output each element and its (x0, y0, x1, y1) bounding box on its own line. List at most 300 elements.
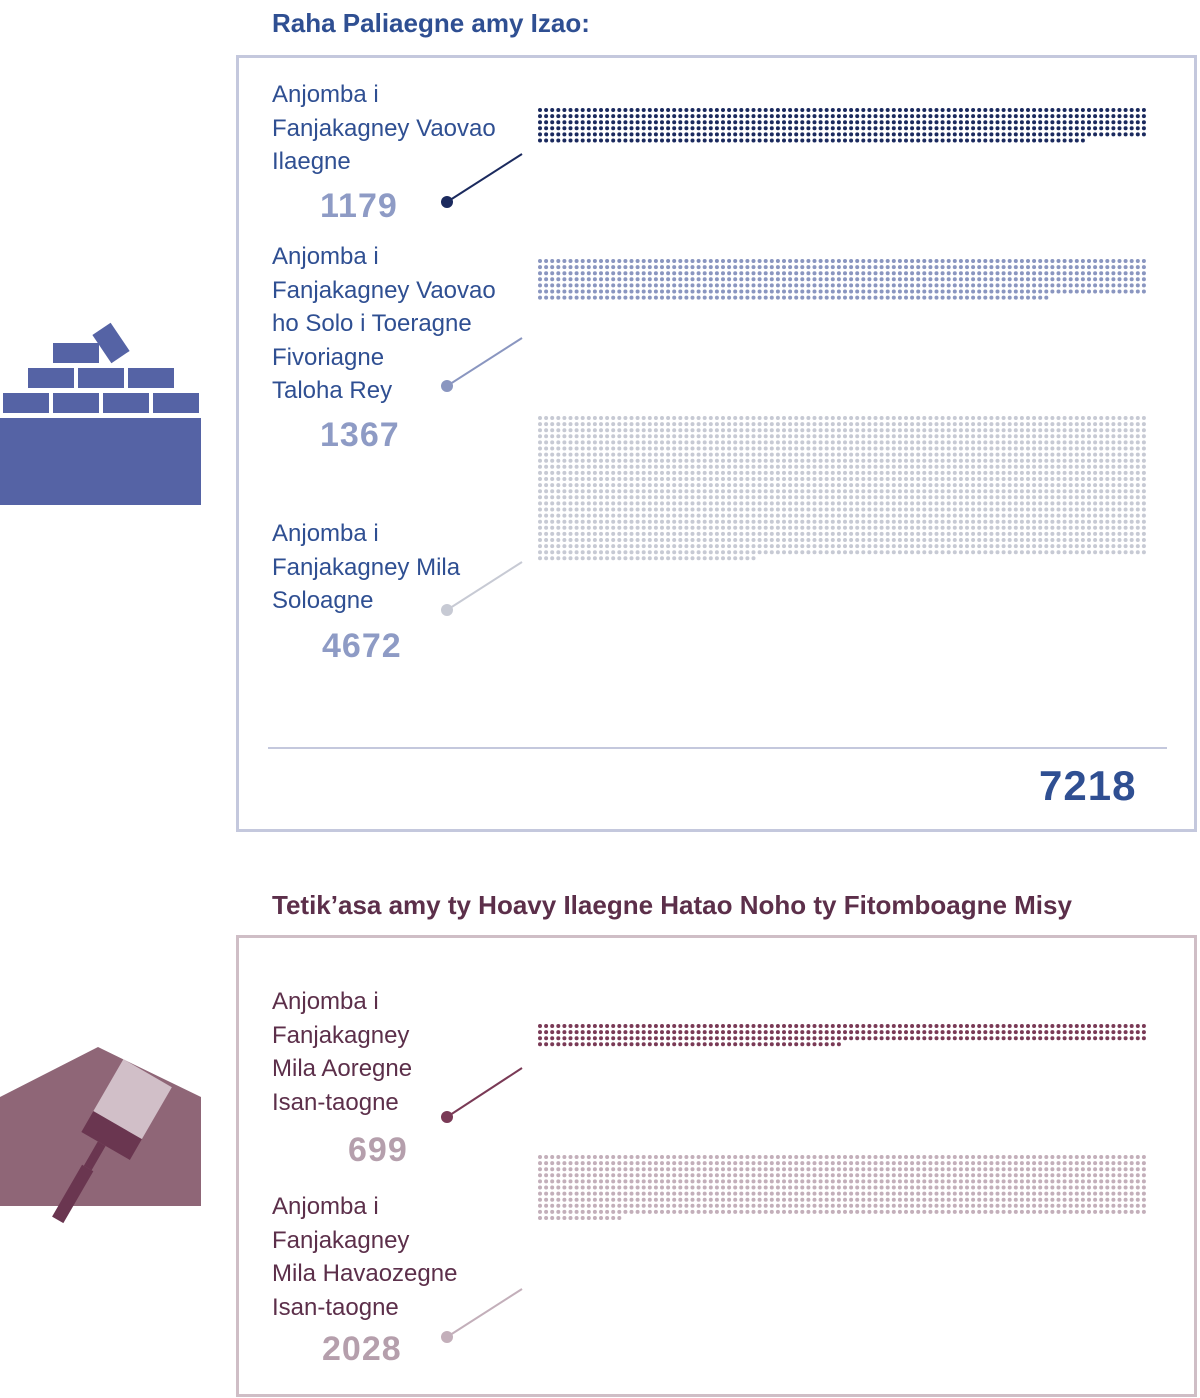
bar-dot (733, 501, 737, 505)
bar-dot (1057, 1030, 1061, 1034)
bar-dot (739, 471, 743, 475)
bar-dot (813, 514, 817, 518)
bar-dot (880, 132, 884, 136)
bar-dot (1105, 259, 1109, 263)
bar-dot (983, 465, 987, 469)
bar-dot (813, 1042, 817, 1046)
bar-dot (617, 114, 621, 118)
bar-dot (965, 459, 969, 463)
bar-dot (611, 126, 615, 130)
bar-dot (1057, 1024, 1061, 1028)
bar-dot (1069, 465, 1073, 469)
bar-dot (575, 1210, 579, 1214)
bar-dot (959, 1030, 963, 1034)
bar-dot (575, 440, 579, 444)
bar-dot (648, 1024, 652, 1028)
bar-dot (648, 1173, 652, 1177)
bar-dot (965, 526, 969, 530)
bar-dot (764, 520, 768, 524)
bar-dot (904, 440, 908, 444)
bar-0-2 (538, 416, 1146, 560)
bar-dot (916, 126, 920, 130)
bar-dot (630, 422, 634, 426)
bar-dot (1020, 471, 1024, 475)
bar-dot (996, 514, 1000, 518)
bar-dot (959, 277, 963, 281)
bar-dot (959, 440, 963, 444)
bar-dot (1044, 508, 1048, 512)
bar-dot (806, 1192, 810, 1196)
bar-dot (874, 1173, 878, 1177)
bar-dot (965, 126, 969, 130)
bar-dot (1130, 489, 1134, 493)
bar-dot (928, 1161, 932, 1165)
bar-dot (910, 265, 914, 269)
bar-dot (928, 520, 932, 524)
bar-dot (977, 139, 981, 143)
bar-dot (1099, 1192, 1103, 1196)
bar-dot (1032, 1024, 1036, 1028)
bar-dot (630, 440, 634, 444)
bar-dot (727, 132, 731, 136)
bar-dot (819, 514, 823, 518)
bar-dot (1063, 428, 1067, 432)
bar-dot (977, 428, 981, 432)
bar-dot (550, 526, 554, 530)
bar-dot (806, 483, 810, 487)
bar-dot (764, 271, 768, 275)
bar-dot (648, 1179, 652, 1183)
bar-dot (684, 1210, 688, 1214)
bar-dot (623, 434, 627, 438)
bar-dot (904, 1192, 908, 1196)
bar-dot (1038, 114, 1042, 118)
bar-dot (861, 501, 865, 505)
bar-dot (1075, 538, 1079, 542)
bar-dot (745, 1036, 749, 1040)
bar-dot (575, 1024, 579, 1028)
bar-dot (654, 471, 658, 475)
bar-dot (916, 526, 920, 530)
bar-dot (569, 1036, 573, 1040)
bar-dot (672, 1161, 676, 1165)
bar-dot (782, 1042, 786, 1046)
bar-dot (813, 271, 817, 275)
bar-dot (648, 447, 652, 451)
bar-dot (1008, 453, 1012, 457)
bar-dot (1057, 483, 1061, 487)
bar-dot (623, 1173, 627, 1177)
bar-dot (989, 1198, 993, 1202)
bar-dot (703, 495, 707, 499)
bar-dot (733, 1192, 737, 1196)
bar-dot (623, 416, 627, 420)
bar-dot (1105, 1024, 1109, 1028)
bar-dot (538, 416, 542, 420)
bar-dot (678, 428, 682, 432)
bar-dot (575, 1161, 579, 1165)
bar-dot (605, 501, 609, 505)
bar-dot (544, 1179, 548, 1183)
bar-dot (935, 290, 939, 294)
bar-dot (996, 126, 1000, 130)
bar-dot (1087, 271, 1091, 275)
bar-dot (715, 508, 719, 512)
bar-dot (910, 1210, 914, 1214)
bar-dot (971, 453, 975, 457)
bar-dot (703, 544, 707, 548)
bar-dot (947, 139, 951, 143)
bar-dot (709, 114, 713, 118)
bar-dot (1081, 1198, 1085, 1202)
bar-dot (1038, 514, 1042, 518)
bar-dot (758, 428, 762, 432)
bar-dot (1026, 1192, 1030, 1196)
bar-dot (782, 126, 786, 130)
bar-dot (794, 296, 798, 300)
bar-dot (1099, 514, 1103, 518)
bar-dot (703, 422, 707, 426)
bar-dot (630, 453, 634, 457)
bar-dot (898, 283, 902, 287)
bar-dot (1136, 501, 1140, 505)
bar-dot (837, 550, 841, 554)
bar-dot (971, 465, 975, 469)
bar-dot (849, 416, 853, 420)
bar-dot (989, 1161, 993, 1165)
bar-dot (880, 114, 884, 118)
bar-dot (715, 1030, 719, 1034)
bar-dot (611, 495, 615, 499)
bar-dot (1093, 265, 1097, 269)
bar-dot (1038, 1155, 1042, 1159)
bar-dot (813, 477, 817, 481)
bar-dot (1032, 526, 1036, 530)
bar-dot (1002, 1161, 1006, 1165)
bar-dot (843, 526, 847, 530)
bar-dot (630, 126, 634, 130)
bar-dot (715, 283, 719, 287)
bar-dot (752, 1210, 756, 1214)
bar-dot (642, 465, 646, 469)
bar-dot (794, 489, 798, 493)
bar-dot (965, 428, 969, 432)
bar-dot (800, 108, 804, 112)
bar-dot (1093, 440, 1097, 444)
bar-dot (1002, 477, 1006, 481)
bar-dot (825, 296, 829, 300)
bar-dot (1069, 520, 1073, 524)
bar-dot (1118, 290, 1122, 294)
bar-dot (587, 1161, 591, 1165)
bar-dot (666, 501, 670, 505)
bar-dot (819, 1192, 823, 1196)
bar-dot (599, 440, 603, 444)
bar-dot (922, 447, 926, 451)
bar-dot (697, 114, 701, 118)
bar-dot (733, 283, 737, 287)
bar-dot (959, 538, 963, 542)
bar-dot (800, 1204, 804, 1208)
bar-dot (1093, 520, 1097, 524)
bar-dot (1105, 520, 1109, 524)
bar-dot (1032, 447, 1036, 451)
bar-dot (892, 489, 896, 493)
bar-dot (867, 465, 871, 469)
bar-dot (788, 532, 792, 536)
bar-dot (794, 1198, 798, 1202)
bar-dot (959, 1036, 963, 1040)
bar-dot (849, 447, 853, 451)
bar-dot (630, 1167, 634, 1171)
bar-dot (1014, 447, 1018, 451)
bar-dot (1069, 259, 1073, 263)
bar-dot (1111, 422, 1115, 426)
bar-dot (684, 1036, 688, 1040)
bar-dot (965, 477, 969, 481)
bar-dot (544, 290, 548, 294)
bar-dot (739, 477, 743, 481)
bar-dot (581, 495, 585, 499)
bar-dot (764, 132, 768, 136)
bar-dot (715, 550, 719, 554)
bar-dot (788, 422, 792, 426)
bar-dot (1063, 1186, 1067, 1190)
bar-dot (819, 1167, 823, 1171)
bar-dot (953, 265, 957, 269)
bar-dot (1044, 440, 1048, 444)
bar-dot (703, 1161, 707, 1165)
bar-dot (819, 477, 823, 481)
bar-dot (642, 459, 646, 463)
bar-dot (770, 265, 774, 269)
bar-dot (1014, 296, 1018, 300)
bar-dot (770, 434, 774, 438)
bar-dot (861, 114, 865, 118)
bar-dot (660, 453, 664, 457)
bar-dot (1087, 416, 1091, 420)
bar-dot (782, 1155, 786, 1159)
bar-dot (745, 483, 749, 487)
bar-dot (819, 501, 823, 505)
bar-dot (880, 259, 884, 263)
bar-dot (697, 259, 701, 263)
bar-dot (806, 532, 810, 536)
bar-dot (556, 422, 560, 426)
bar-dot (910, 1204, 914, 1208)
bar-dot (562, 271, 566, 275)
bar-dot (733, 434, 737, 438)
bar-dot (764, 1167, 768, 1171)
bar-dot (678, 544, 682, 548)
bar-dot (599, 556, 603, 560)
bar-dot (788, 483, 792, 487)
bar-dot (770, 1186, 774, 1190)
bar-dot (727, 508, 731, 512)
bar-dot (605, 265, 609, 269)
bar-dot (660, 283, 664, 287)
bar-dot (617, 550, 621, 554)
bar-dot (703, 1167, 707, 1171)
bar-dot (941, 465, 945, 469)
bar-dot (928, 1030, 932, 1034)
bar-dot (1044, 296, 1048, 300)
bar-dot (758, 477, 762, 481)
bar-dot (910, 538, 914, 542)
bar-dot (1050, 508, 1054, 512)
bar-dot (715, 532, 719, 536)
bar-dot (776, 544, 780, 548)
bar-dot (849, 434, 853, 438)
bar-dot (886, 538, 890, 542)
bar-dot (935, 1198, 939, 1202)
bar-dot (1063, 532, 1067, 536)
bar-dot (1069, 132, 1073, 136)
bar-dot (1020, 1210, 1024, 1214)
bar-dot (1050, 1036, 1054, 1040)
bar-dot (642, 277, 646, 281)
bar-dot (941, 1186, 945, 1190)
bar-dot (593, 139, 597, 143)
bar-dot (648, 139, 652, 143)
bar-dot (1063, 283, 1067, 287)
bar-dot (1038, 277, 1042, 281)
bar-dot (953, 544, 957, 548)
bar-dot (776, 1155, 780, 1159)
bar-dot (910, 526, 914, 530)
bar-dot (1026, 1167, 1030, 1171)
bar-dot (983, 453, 987, 457)
bar-dot (733, 259, 737, 263)
bar-dot (800, 1186, 804, 1190)
bar-dot (849, 495, 853, 499)
bar-dot (1111, 538, 1115, 542)
bar-dot (935, 1204, 939, 1208)
bar-dot (947, 259, 951, 263)
bar-dot (623, 283, 627, 287)
bar-dot (1081, 428, 1085, 432)
bar-dot (1087, 265, 1091, 269)
bar-dot (648, 422, 652, 426)
bar-dot (886, 108, 890, 112)
bar-dot (617, 290, 621, 294)
bar-dot (782, 1179, 786, 1183)
bar-dot (965, 265, 969, 269)
bar-dot (806, 132, 810, 136)
bar-dot (813, 1173, 817, 1177)
bar-dot (770, 495, 774, 499)
bar-dot (715, 1179, 719, 1183)
bar-dot (550, 520, 554, 524)
bar-dot (983, 120, 987, 124)
bar-dot (715, 459, 719, 463)
bar-dot (916, 440, 920, 444)
bar-dot (623, 483, 627, 487)
bar-dot (1020, 271, 1024, 275)
bar-dot (617, 1042, 621, 1046)
bar-dot (593, 1024, 597, 1028)
bar-dot (941, 416, 945, 420)
bar-dot (892, 453, 896, 457)
bar-dot (758, 296, 762, 300)
bar-dot (935, 1186, 939, 1190)
bar-dot (605, 1210, 609, 1214)
bar-dot (605, 440, 609, 444)
bar-dot (623, 259, 627, 263)
bar-dot (654, 120, 658, 124)
bar-dot (636, 520, 640, 524)
bar-dot (1124, 1024, 1128, 1028)
bar-dot (904, 538, 908, 542)
bar-dot (605, 459, 609, 463)
bar-dot (587, 1179, 591, 1183)
bar-dot (953, 277, 957, 281)
bar-dot (1063, 1161, 1067, 1165)
bar-dot (745, 538, 749, 542)
bar-dot (672, 514, 676, 518)
bar-dot (1075, 1036, 1079, 1040)
bar-dot (806, 544, 810, 548)
bar-dot (1124, 471, 1128, 475)
bar-dot (1075, 447, 1079, 451)
bar-dot (715, 1161, 719, 1165)
bar-dot (977, 271, 981, 275)
bar-dot (703, 508, 707, 512)
bar-dot (709, 422, 713, 426)
bar-dot (1057, 259, 1061, 263)
bar-dot (562, 416, 566, 420)
bar-dot (1118, 483, 1122, 487)
bar-dot (886, 1024, 890, 1028)
bar-dot (642, 1198, 646, 1202)
bar-dot (666, 532, 670, 536)
bar-dot (1087, 132, 1091, 136)
bar-dot (654, 1036, 658, 1040)
bar-dot (562, 1198, 566, 1202)
bar-dot (788, 296, 792, 300)
bar-dot (837, 1210, 841, 1214)
bar-dot (922, 416, 926, 420)
bar-dot (959, 108, 963, 112)
bar-dot (697, 459, 701, 463)
bar-dot (1081, 1030, 1085, 1034)
bar-dot (941, 550, 945, 554)
bar-dot (678, 265, 682, 269)
bar-dot (764, 508, 768, 512)
bar-dot (599, 1161, 603, 1165)
bar-dot (562, 556, 566, 560)
bar-dot (837, 1030, 841, 1034)
bar-dot (1038, 416, 1042, 420)
bar-dot (703, 1204, 707, 1208)
bar-dot (1087, 1192, 1091, 1196)
bar-dot (849, 1210, 853, 1214)
bar-dot (1026, 1030, 1030, 1034)
bar-dot (745, 556, 749, 560)
bar-dot (752, 1198, 756, 1202)
bar-dot (855, 132, 859, 136)
bar-dot (721, 508, 725, 512)
bar-dot (562, 139, 566, 143)
bar-dot (916, 489, 920, 493)
bar-dot (843, 508, 847, 512)
bar-dot (581, 483, 585, 487)
bar-dot (605, 1198, 609, 1202)
bar-dot (1044, 447, 1048, 451)
bar-dot (788, 265, 792, 269)
bar-dot (715, 108, 719, 112)
bar-dot (800, 1210, 804, 1214)
